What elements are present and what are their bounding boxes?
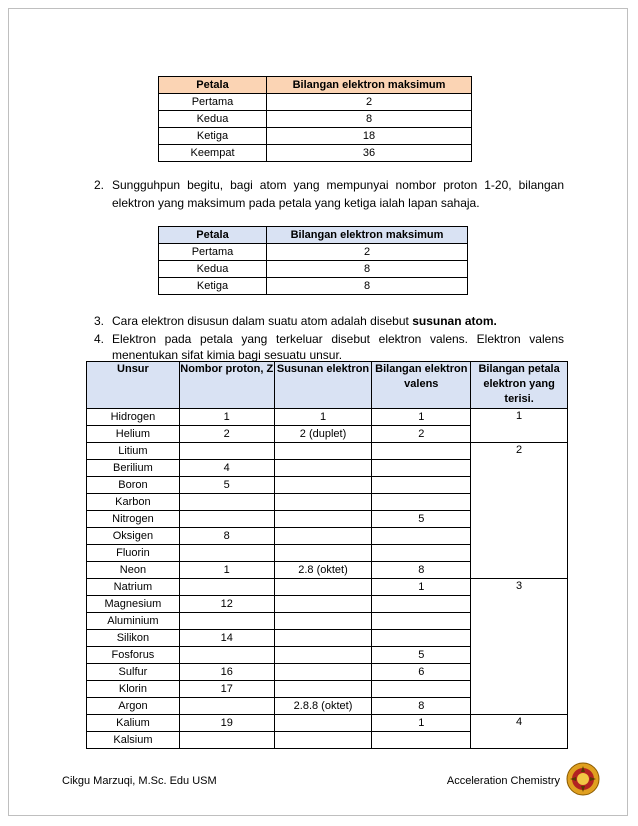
element-name: Fosforus: [87, 647, 180, 664]
header-nombor-proton: Nombor proton, Z: [179, 362, 274, 409]
table-cell: Kedua: [159, 111, 267, 128]
point3-text: [112, 312, 564, 330]
table-cell: Ketiga: [159, 278, 267, 295]
shell-capacity-table: [158, 76, 472, 162]
valence-electrons: [372, 460, 471, 477]
table-cell: 18: [267, 128, 472, 145]
element-name: Fluorin: [87, 545, 180, 562]
proton-number: [179, 443, 274, 460]
element-name: Silikon: [87, 630, 180, 647]
point3-number: 3.: [94, 314, 105, 328]
element-name: Magnesium: [87, 596, 180, 613]
proton-number: [179, 511, 274, 528]
valence-electrons: 6: [372, 664, 471, 681]
table-row: [87, 579, 568, 596]
electron-arrangement: [274, 647, 372, 664]
table-cell: Ketiga: [159, 128, 267, 145]
table-row: [87, 715, 568, 732]
footer-title: Acceleration Chemistry: [446, 775, 560, 787]
element-name: Kalsium: [87, 732, 180, 749]
electron-arrangement: [274, 494, 372, 511]
table-row: [159, 244, 468, 261]
electron-arrangement: [274, 715, 372, 732]
proton-number: 1: [179, 409, 274, 426]
electron-arrangement: [274, 477, 372, 494]
table-cell: 2: [267, 94, 472, 111]
element-electron-table: [86, 361, 568, 749]
footer-author: Cikgu Marzuqi, M.Sc. Edu USM: [62, 775, 217, 787]
element-name: Karbon: [87, 494, 180, 511]
valence-electrons: [372, 443, 471, 460]
electron-arrangement: [274, 613, 372, 630]
table2-header-petala: Petala: [159, 227, 267, 244]
table-row: [159, 278, 468, 295]
table-row: [159, 128, 472, 145]
proton-number: [179, 698, 274, 715]
electron-arrangement: [274, 460, 372, 477]
proton-number: [179, 579, 274, 596]
valence-electrons: 1: [372, 715, 471, 732]
table-row: [159, 111, 472, 128]
table2-header-max: Bilangan elektron maksimum: [267, 227, 468, 244]
electron-arrangement: 2.8.8 (oktet): [274, 698, 372, 715]
valence-electrons: 5: [372, 511, 471, 528]
valence-electrons: [372, 732, 471, 749]
element-name: Hidrogen: [87, 409, 180, 426]
shells-filled: 2: [471, 443, 568, 579]
point3-bold-term: susunan atom.: [412, 314, 497, 328]
valence-electrons: [372, 613, 471, 630]
proton-number: 5: [179, 477, 274, 494]
table-row: [159, 94, 472, 111]
valence-electrons: 5: [372, 647, 471, 664]
valence-electrons: [372, 477, 471, 494]
valence-electrons: [372, 630, 471, 647]
table-row: [87, 443, 568, 460]
point4-number: 4.: [94, 332, 105, 346]
electron-arrangement: 2 (duplet): [274, 426, 372, 443]
table-cell: Keempat: [159, 145, 267, 162]
proton-number: [179, 647, 274, 664]
table-cell: Pertama: [159, 94, 267, 111]
electron-arrangement: [274, 630, 372, 647]
header-unsur: Unsur: [87, 362, 180, 409]
table-row: [87, 409, 568, 426]
point2-number: 2.: [94, 178, 105, 192]
element-name: Berilium: [87, 460, 180, 477]
header-susunan-elektron: Susunan elektron: [274, 362, 372, 409]
valence-electrons: [372, 681, 471, 698]
table-cell: Pertama: [159, 244, 267, 261]
valence-electrons: 1: [372, 409, 471, 426]
proton-number: 1: [179, 562, 274, 579]
shells-filled: 1: [471, 409, 568, 443]
table-row: [159, 145, 472, 162]
valence-electrons: 8: [372, 698, 471, 715]
element-name: Helium: [87, 426, 180, 443]
table1-header-max: Bilangan elektron maksimum: [267, 77, 472, 94]
proton-number: [179, 494, 274, 511]
element-name: Natrium: [87, 579, 180, 596]
valence-electrons: [372, 528, 471, 545]
table1-header-petala: Petala: [159, 77, 267, 94]
valence-electrons: 1: [372, 579, 471, 596]
proton-number: [179, 545, 274, 562]
shell-capacity-table-1-20: [158, 226, 468, 295]
proton-number: 2: [179, 426, 274, 443]
proton-number: 17: [179, 681, 274, 698]
electron-arrangement: [274, 545, 372, 562]
shells-filled: 4: [471, 715, 568, 749]
shells-filled: 3: [471, 579, 568, 715]
table-row: [159, 261, 468, 278]
electron-arrangement: [274, 511, 372, 528]
proton-number: 12: [179, 596, 274, 613]
element-name: Neon: [87, 562, 180, 579]
electron-arrangement: [274, 664, 372, 681]
element-name: Argon: [87, 698, 180, 715]
valence-electrons: 2: [372, 426, 471, 443]
proton-number: 4: [179, 460, 274, 477]
header-elektron-valens: Bilangan elektron valens: [372, 362, 471, 409]
table-cell: 8: [267, 111, 472, 128]
point4-line2: menentukan sifat kimia bagi sesuatu unsur.: [112, 348, 343, 362]
proton-number: [179, 613, 274, 630]
electron-arrangement: [274, 732, 372, 749]
proton-number: [179, 732, 274, 749]
proton-number: 16: [179, 664, 274, 681]
table-cell: 8: [267, 278, 468, 295]
proton-number: 19: [179, 715, 274, 732]
electron-arrangement: [274, 681, 372, 698]
element-name: Boron: [87, 477, 180, 494]
header-petala-terisi: Bilangan petala elektron yang terisi.: [471, 362, 568, 409]
table-cell: Kedua: [159, 261, 267, 278]
table-cell: 8: [267, 261, 468, 278]
point4-line1: Elektron pada petala yang terkeluar disebut elektron valens. Elektron valens: [112, 332, 564, 346]
electron-arrangement: 1: [274, 409, 372, 426]
point2-line1: Sungguhpun begitu, bagi atom yang mempunyai nombor proton 1-20, bilangan: [112, 178, 564, 192]
element-name: Klorin: [87, 681, 180, 698]
table-cell: 2: [267, 244, 468, 261]
proton-number: 14: [179, 630, 274, 647]
electron-arrangement: [274, 528, 372, 545]
point3-body: Cara elektron disusun dalam suatu atom adalah disebut: [112, 314, 413, 328]
element-name: Litium: [87, 443, 180, 460]
electron-arrangement: [274, 596, 372, 613]
electron-arrangement: 2.8 (oktet): [274, 562, 372, 579]
element-name: Aluminium: [87, 613, 180, 630]
table-cell: 36: [267, 145, 472, 162]
crest-logo-icon: [566, 762, 600, 796]
electron-arrangement: [274, 579, 372, 596]
valence-electrons: 8: [372, 562, 471, 579]
valence-electrons: [372, 494, 471, 511]
point2-line2: elektron yang maksimum pada petala yang ketiga ialah lapan sahaja.: [112, 196, 480, 210]
element-rows: [87, 409, 568, 749]
element-name: Sulfur: [87, 664, 180, 681]
valence-electrons: [372, 596, 471, 613]
element-name: Nitrogen: [87, 511, 180, 528]
element-name: Oksigen: [87, 528, 180, 545]
electron-arrangement: [274, 443, 372, 460]
element-name: Kalium: [87, 715, 180, 732]
valence-electrons: [372, 545, 471, 562]
proton-number: 8: [179, 528, 274, 545]
